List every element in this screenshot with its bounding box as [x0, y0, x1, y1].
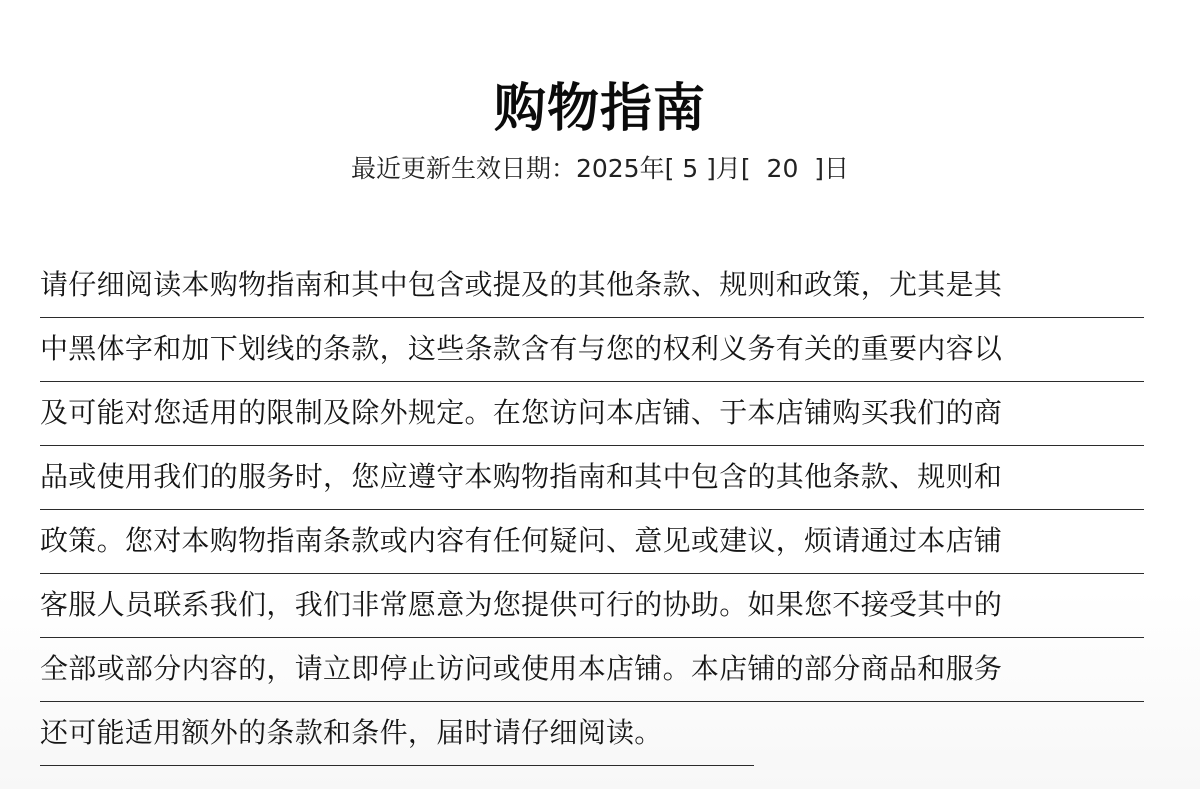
text-line-content: 品或使用我们的服务时，您应遵守本购物指南和其中包含的其他条款、规则和 [40, 460, 1003, 493]
page-title: 购物指南 [493, 79, 706, 139]
text-line [40, 574, 1144, 638]
guide-text-block [40, 254, 1144, 766]
text-line [40, 254, 1144, 318]
text-line [40, 382, 1144, 446]
text-line [40, 510, 1144, 574]
text-line-content: 中黑体字和加下划线的条款，这些条款含有与您的权利义务有关的重要内容以 [40, 332, 1003, 365]
text-line-content: 客服人员联系我们，我们非常愿意为您提供可行的协助。如果您不接受其中的 [40, 588, 1003, 621]
text-line-content: 还可能适用额外的条款和条件，届时请仔细阅读。 [40, 716, 663, 749]
text-line [40, 638, 1144, 702]
text-line-content: 及可能对您适用的限制及除外规定。在您访问本店铺、于本店铺购买我们的商 [40, 396, 1003, 429]
text-line [40, 446, 1144, 510]
text-line [40, 318, 1144, 382]
text-line-content: 请仔细阅读本购物指南和其中包含或提及的其他条款、规则和政策，尤其是其 [40, 268, 1003, 301]
text-line-content: 政策。您对本购物指南条款或内容有任何疑问、意见或建议，烦请通过本店铺 [40, 524, 1003, 557]
text-line-content: 全部或部分内容的，请立即停止访问或使用本店铺。本店铺的部分商品和服务 [40, 652, 1003, 685]
underline-rule [40, 765, 754, 767]
effective-date: 最近更新生效日期：2025年[ 5 ]月[ 20 ]日 [350, 154, 850, 183]
text-line [40, 702, 1144, 766]
